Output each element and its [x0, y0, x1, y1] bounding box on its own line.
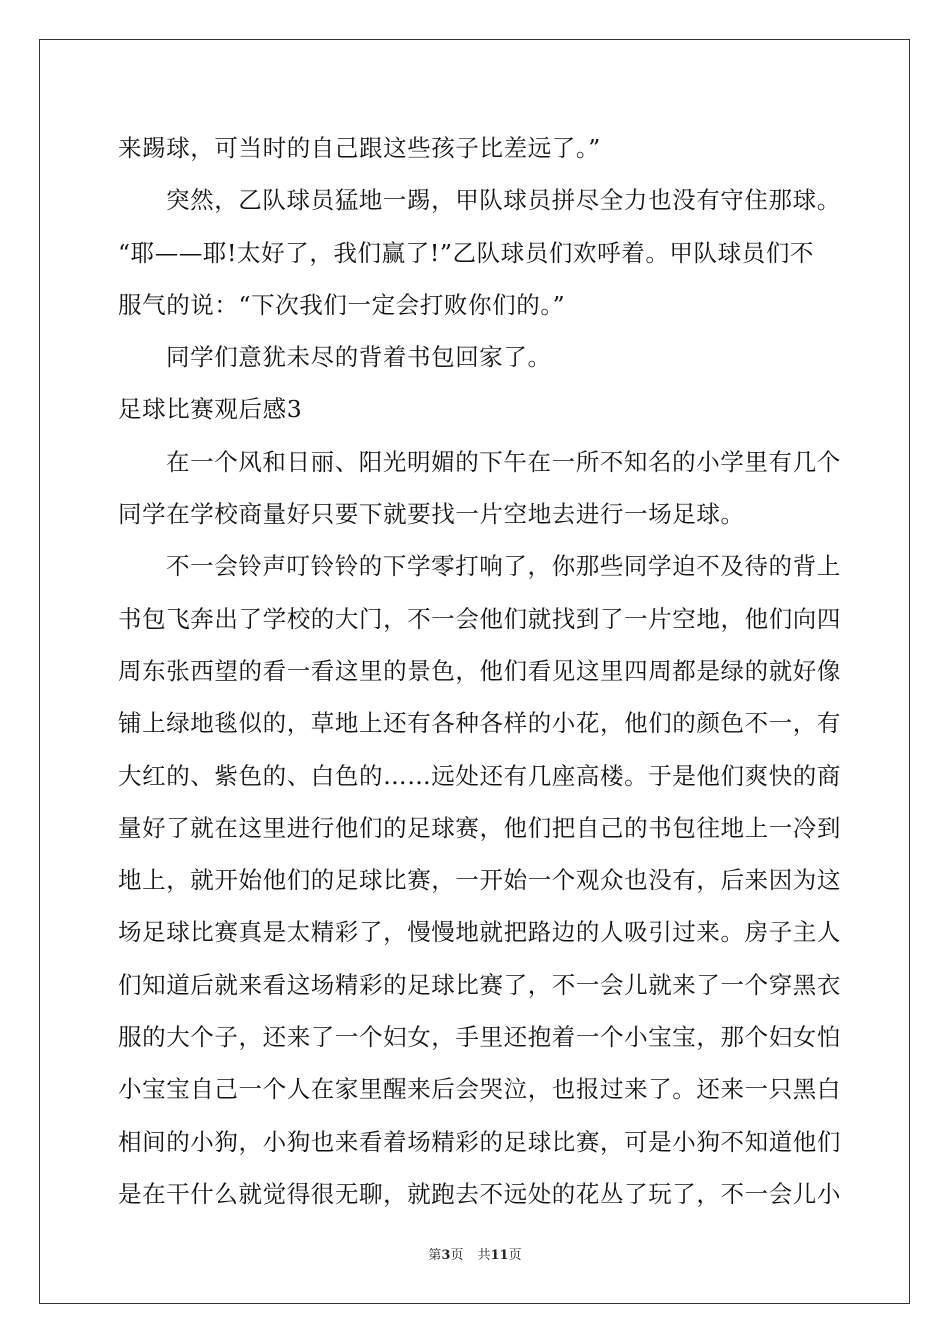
section-heading: 足球比赛观后感3: [118, 395, 303, 424]
text-line: 周东张西望的看一看这里的景色，他们看见这里四周都是绿的就好像: [118, 656, 841, 685]
text-line: 书包飞奔出了学校的大门，不一会他们就找到了一片空地，他们向四: [118, 604, 841, 633]
text-line: 是在干什么就觉得很无聊，就跑去不远处的花丛了玩了，不一会儿小: [118, 1179, 841, 1208]
total-pages-label: 共11页: [477, 1248, 522, 1263]
paragraph-start: 突然，乙队球员猛地一踢，甲队球员拼尽全力也没有守住那球。: [166, 186, 841, 215]
page-footer: [0, 1244, 950, 1263]
page-number-label: 第3页: [428, 1248, 464, 1263]
text-line: 量好了就在这里进行他们的足球赛，他们把自己的书包往地上一冷到: [118, 813, 841, 842]
text-line: 服的大个子，还来了一个妇女，手里还抱着一个小宝宝，那个妇女怕: [118, 1023, 841, 1052]
text-line: 服气的说：“下次我们一定会打败你们的。”: [118, 290, 566, 319]
text-line: “耶——耶!太好了，我们赢了!”乙队球员们欢呼着。甲队球员们不: [118, 238, 815, 267]
text-line: 铺上绿地毯似的，草地上还有各种各样的小花，他们的颜色不一，有: [118, 709, 841, 738]
text-line: 来踢球，可当时的自己跟这些孩子比差远了。”: [118, 134, 601, 162]
document-body: [118, 122, 841, 1220]
paragraph-start: 同学们意犹未尽的背着书包回家了。: [166, 343, 552, 372]
paragraph-start: 不一会铃声叮铃铃的下学零打响了，你那些同学迫不及待的背上: [166, 552, 841, 581]
text-line: 同学在学校商量好只要下就要找一片空地去进行一场足球。: [118, 500, 745, 529]
text-line: 小宝宝自己一个人在家里醒来后会哭泣，也报过来了。还来一只黑白: [118, 1075, 841, 1104]
text-line: 大红的、紫色的、白色的……远处还有几座高楼。于是他们爽快的商: [118, 761, 841, 790]
text-line: 地上，就开始他们的足球比赛，一开始一个观众也没有，后来因为这: [118, 866, 841, 895]
paragraph-start: 在一个风和日丽、阳光明媚的下午在一所不知名的小学里有几个: [166, 447, 841, 476]
text-line: 相间的小狗，小狗也来看着场精彩的足球比赛，可是小狗不知道他们: [118, 1127, 841, 1156]
text-line: 们知道后就来看这场精彩的足球比赛了，不一会儿就来了一个穿黑衣: [118, 970, 841, 999]
text-line: 场足球比赛真是太精彩了，慢慢地就把路边的人吸引过来。房子主人: [118, 918, 841, 947]
